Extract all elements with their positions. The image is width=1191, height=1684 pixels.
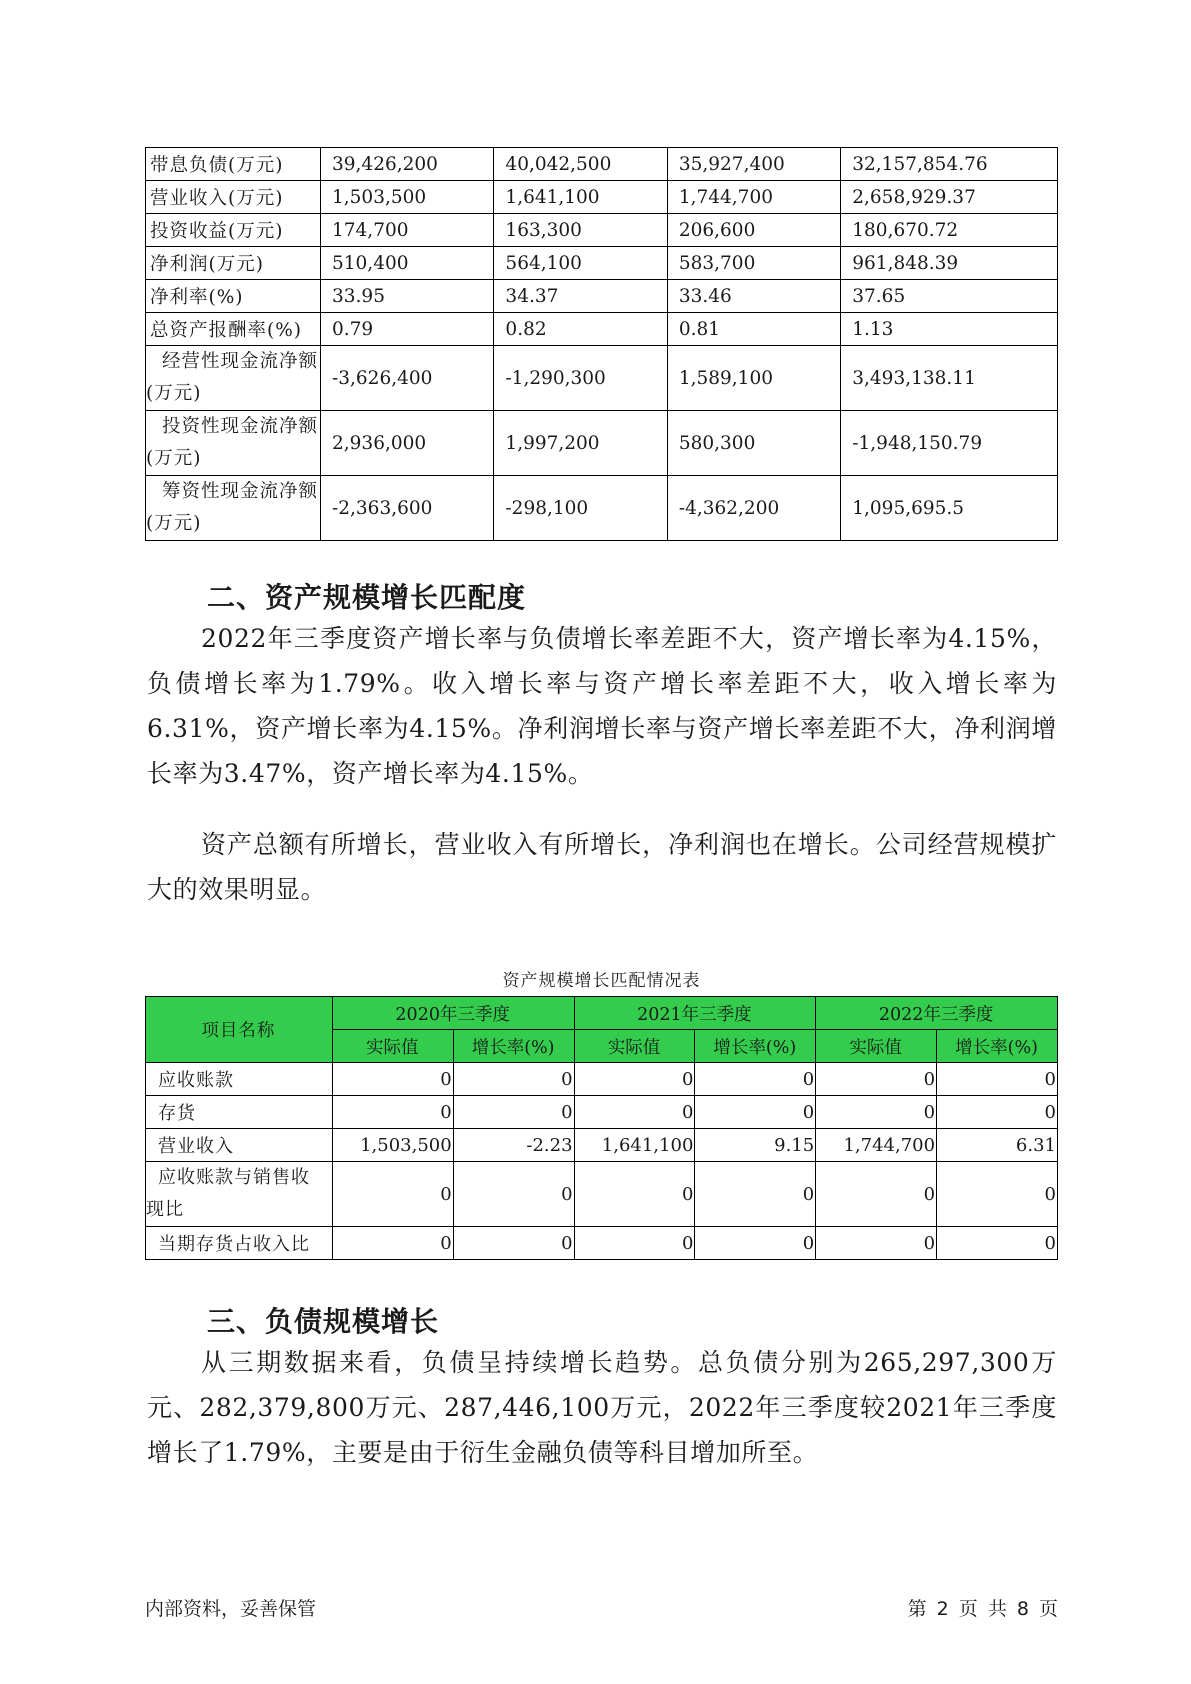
row-label-line1: 投资性现金流净额 bbox=[162, 416, 319, 437]
row-label: 营业收入 bbox=[146, 1129, 333, 1162]
table-cell: -298,100 bbox=[494, 476, 667, 541]
table-cell: 1,503,500 bbox=[332, 1129, 453, 1162]
table-cell: -1,290,300 bbox=[494, 346, 667, 411]
table-cell: 0 bbox=[816, 1096, 937, 1129]
row-label-line2: (万元) bbox=[146, 448, 202, 469]
table-cell: 0 bbox=[695, 1227, 816, 1260]
body-paragraph: 资产总额有所增长，营业收入有所增长，净利润也在增长。公司经营规模扩大的效果明显。 bbox=[147, 830, 1057, 904]
row-label bbox=[146, 346, 321, 411]
table-cell: 32,157,854.76 bbox=[841, 148, 1058, 181]
table-cell: 0 bbox=[695, 1096, 816, 1129]
table-row bbox=[146, 247, 1058, 280]
row-label-line2: (万元) bbox=[146, 513, 202, 534]
table-cell: 0 bbox=[695, 1162, 816, 1227]
footer-page-number: 第 2 页 共 8 页 bbox=[907, 1598, 1058, 1620]
body-paragraph: 从三期数据来看，负债呈持续增长趋势。总负债分别为265,297,300万元、282,379,800万元、287,446,100万元，2022年三季度较2021年三季度增长了1.79%，主要是由于衍生金融负债等科目增加所至。 bbox=[147, 1348, 1057, 1467]
table-cell: 1,095,695.5 bbox=[841, 476, 1058, 541]
section-heading: 二、资产规模增长匹配度 bbox=[207, 581, 527, 614]
row-label: 营业收入(万元) bbox=[146, 181, 321, 214]
table-cell: 33.46 bbox=[667, 280, 840, 313]
row-label-line1: 经营性现金流净额 bbox=[162, 351, 319, 372]
table-cell: 0 bbox=[332, 1096, 453, 1129]
table-cell: 583,700 bbox=[667, 247, 840, 280]
column-header: 实际值 bbox=[574, 1030, 695, 1063]
table-cell: 0 bbox=[453, 1162, 574, 1227]
table-cell: 3,493,138.11 bbox=[841, 346, 1058, 411]
table-cell: -3,626,400 bbox=[321, 346, 494, 411]
table-cell: 0.82 bbox=[494, 313, 667, 346]
row-label-line2: 现比 bbox=[146, 1199, 184, 1220]
table-row bbox=[146, 1063, 1058, 1096]
table-cell: 1,641,100 bbox=[494, 181, 667, 214]
table-cell: 0 bbox=[453, 1063, 574, 1096]
table-cell: 0 bbox=[332, 1162, 453, 1227]
table-cell: 0 bbox=[816, 1227, 937, 1260]
body-paragraph: 2022年三季度资产增长率与负债增长率差距不大，资产增长率为4.15%，负债增长率为1.79%。收入增长率与资产增长率差距不大，收入增长率为6.31%，资产增长率为4.15%。净利润增长率与资产增长率差距不大，净利润增长率为3.47%，资产增长率为4.15%。 bbox=[147, 624, 1057, 788]
table-cell: 174,700 bbox=[321, 214, 494, 247]
row-label bbox=[146, 411, 321, 476]
table-row bbox=[146, 1096, 1058, 1129]
table-cell: 180,670.72 bbox=[841, 214, 1058, 247]
table-cell: 564,100 bbox=[494, 247, 667, 280]
table-cell: 34.37 bbox=[494, 280, 667, 313]
table-row bbox=[146, 1129, 1058, 1162]
table-cell: 206,600 bbox=[667, 214, 840, 247]
table-cell: 1.13 bbox=[841, 313, 1058, 346]
table-cell: 1,589,100 bbox=[667, 346, 840, 411]
table-cell: -1,948,150.79 bbox=[841, 411, 1058, 476]
financial-indicators-table bbox=[145, 147, 1058, 541]
table-cell: 35,927,400 bbox=[667, 148, 840, 181]
table-cell: 580,300 bbox=[667, 411, 840, 476]
table-row bbox=[146, 476, 1058, 541]
row-label: 净利率(%) bbox=[146, 280, 321, 313]
table-row bbox=[146, 280, 1058, 313]
table-cell: 510,400 bbox=[321, 247, 494, 280]
column-header: 增长率(%) bbox=[453, 1030, 574, 1063]
table-header-row bbox=[146, 997, 1058, 1030]
table-row bbox=[146, 148, 1058, 181]
table-cell: 1,641,100 bbox=[574, 1129, 695, 1162]
table-cell: 39,426,200 bbox=[321, 148, 494, 181]
table-cell: 0 bbox=[695, 1063, 816, 1096]
footer-confidential-note: 内部资料，妥善保管 bbox=[145, 1598, 317, 1620]
table-cell: 1,997,200 bbox=[494, 411, 667, 476]
asset-scale-matching-table bbox=[145, 996, 1058, 1260]
table-cell: 37.65 bbox=[841, 280, 1058, 313]
row-label: 存货 bbox=[146, 1096, 333, 1129]
table-cell: 1,744,700 bbox=[667, 181, 840, 214]
row-label: 净利润(万元) bbox=[146, 247, 321, 280]
row-label: 当期存货占收入比 bbox=[146, 1227, 333, 1260]
column-header: 增长率(%) bbox=[937, 1030, 1058, 1063]
column-header: 项目名称 bbox=[146, 997, 333, 1063]
table-cell: 0 bbox=[816, 1063, 937, 1096]
table-cell: 0.79 bbox=[321, 313, 494, 346]
column-header: 实际值 bbox=[816, 1030, 937, 1063]
column-header: 2020年三季度 bbox=[332, 997, 574, 1030]
table-cell: 0 bbox=[937, 1162, 1058, 1227]
table-caption: 资产规模增长匹配情况表 bbox=[502, 971, 701, 991]
column-header: 2022年三季度 bbox=[816, 997, 1058, 1030]
table-cell: 6.31 bbox=[937, 1129, 1058, 1162]
row-label: 带息负债(万元) bbox=[146, 148, 321, 181]
row-label: 总资产报酬率(%) bbox=[146, 313, 321, 346]
table-cell: 163,300 bbox=[494, 214, 667, 247]
table-cell: 0 bbox=[453, 1096, 574, 1129]
table-cell: 0 bbox=[937, 1227, 1058, 1260]
table-cell: 0 bbox=[574, 1096, 695, 1129]
table-cell: 0 bbox=[453, 1227, 574, 1260]
table-row bbox=[146, 346, 1058, 411]
row-label-line1: 应收账款与销售收 bbox=[158, 1167, 310, 1188]
table-cell: -4,362,200 bbox=[667, 476, 840, 541]
table-cell: 0 bbox=[332, 1063, 453, 1096]
row-label: 应收账款 bbox=[146, 1063, 333, 1096]
table-cell: 961,848.39 bbox=[841, 247, 1058, 280]
row-label bbox=[146, 476, 321, 541]
table-cell: 0 bbox=[816, 1162, 937, 1227]
table-cell: 1,503,500 bbox=[321, 181, 494, 214]
row-label-line2: (万元) bbox=[146, 383, 202, 404]
table-cell: 9.15 bbox=[695, 1129, 816, 1162]
table-cell: 0 bbox=[574, 1162, 695, 1227]
column-header: 实际值 bbox=[332, 1030, 453, 1063]
table-cell: 2,658,929.37 bbox=[841, 181, 1058, 214]
table-cell: 0 bbox=[937, 1096, 1058, 1129]
table-cell: 0 bbox=[574, 1227, 695, 1260]
table-cell: 33.95 bbox=[321, 280, 494, 313]
column-header: 增长率(%) bbox=[695, 1030, 816, 1063]
table-row bbox=[146, 313, 1058, 346]
table-cell: 1,744,700 bbox=[816, 1129, 937, 1162]
table-cell: 0 bbox=[332, 1227, 453, 1260]
table-cell: 2,936,000 bbox=[321, 411, 494, 476]
table-cell: 0 bbox=[937, 1063, 1058, 1096]
column-header: 2021年三季度 bbox=[574, 997, 816, 1030]
table-cell: 0 bbox=[574, 1063, 695, 1096]
table-row bbox=[146, 411, 1058, 476]
table-cell: 0.81 bbox=[667, 313, 840, 346]
table-cell: 40,042,500 bbox=[494, 148, 667, 181]
table-row bbox=[146, 1162, 1058, 1227]
table-row bbox=[146, 181, 1058, 214]
row-label-line1: 筹资性现金流净额 bbox=[162, 481, 319, 502]
section-heading: 三、负债规模增长 bbox=[207, 1305, 440, 1338]
table-row bbox=[146, 214, 1058, 247]
table-cell: -2,363,600 bbox=[321, 476, 494, 541]
row-label bbox=[146, 1162, 333, 1227]
table-row bbox=[146, 1227, 1058, 1260]
table-cell: -2.23 bbox=[453, 1129, 574, 1162]
row-label: 投资收益(万元) bbox=[146, 214, 321, 247]
